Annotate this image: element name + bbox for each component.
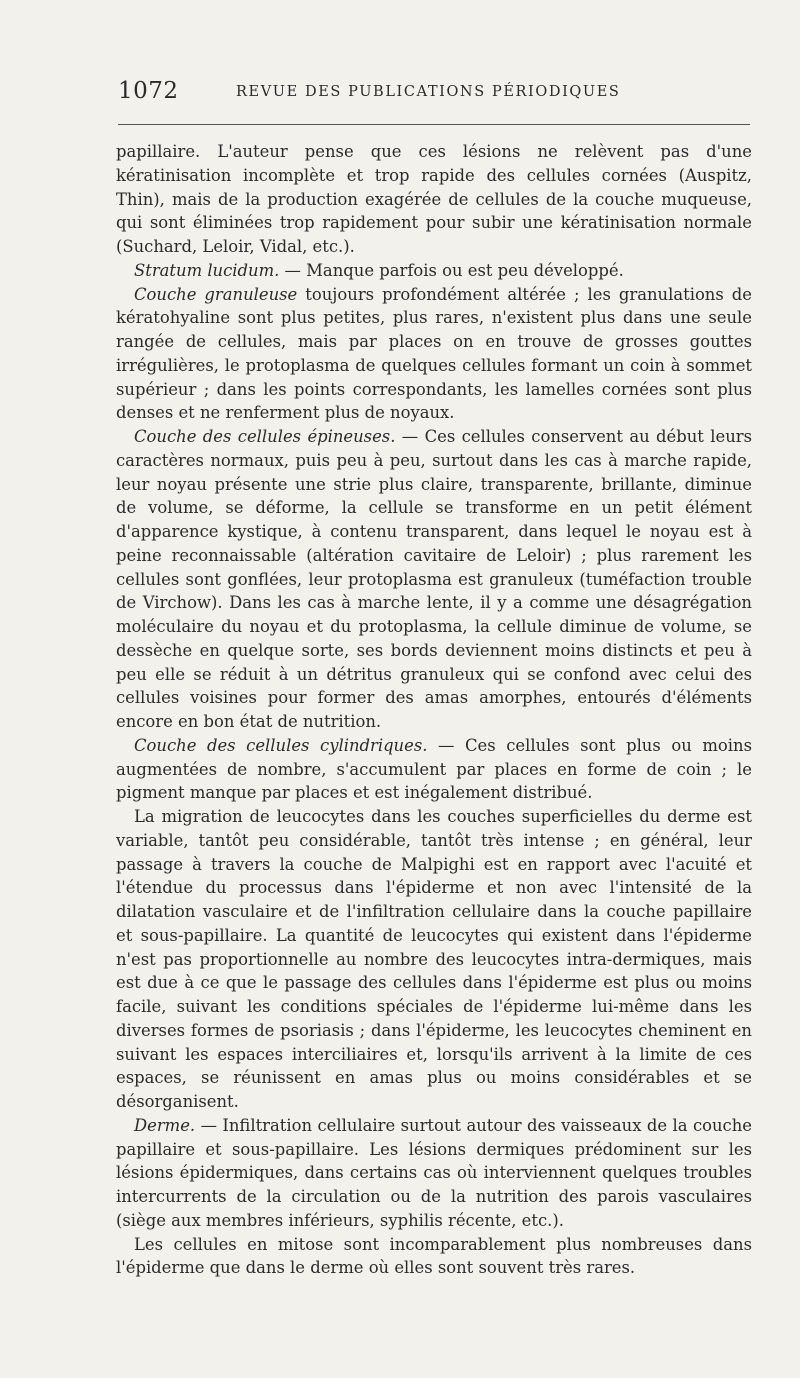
paragraph <box>116 140 752 259</box>
section-lead: Couche des cellules cylindriques. <box>134 735 428 755</box>
paragraph-derme <box>116 1114 752 1233</box>
paragraph-text: — Ces cellules conservent au début leurs caractères normaux, puis peu à peu, surtout dans les cas à marche rapide, leur noyau présente une strie plus claire, transparente, brillante, diminue de volume, se déforme, la cellule se transforme en un petit élément d'apparence kystique, à contenu transparent, dans lequel le noyau est à peine reconnaissable (altération cavitaire de Leloir) ; plus rarement les cellules sont gonflées, leur protoplasma est granuleux (tuméfaction trouble de Virchow). Dans les cas à marche lente, il y a comme une désagrégation moléculaire du noyau et du protoplasma, la cellule diminue de volume, se dessèche en quelque sorte, ses bords deviennent moins distincts et peu à peu elle se réduit à un détritus granuleux qui se confond avec celui des cellules voisines pour former des amas amorphes, entourés d'éléments encore en bon état de nutrition. <box>116 427 752 731</box>
paragraph-cellules-cylindriques <box>116 734 752 805</box>
paragraph-couche-granuleuse <box>116 283 752 426</box>
paragraph-text: La migration de leucocytes dans les couches superficielles du derme est variable, tantôt peu considérable, tantôt très intense ; en général, leur passage à travers la couche de Malpighi est en rapport avec l'acuité et l'étendue du processus dans l'épiderme et non avec l'intensité de la dilatation vasculaire et de l'infiltration cellulaire dans la couche papillaire et sous-papillaire. La quantité de leucocytes qui existent dans l'épiderme n'est pas proportionnelle au nombre des leucocytes intra-dermiques, mais est due à ce que le passage des cellules dans l'épiderme est plus ou moins facile, suivant les conditions spéciales de l'épiderme lui-même dans les diverses formes de psoriasis ; dans l'épiderme, les leucocytes cheminent en suivant les espaces interciliaires et, lorsqu'ils arrivent à la limite de ces espaces, se réunissent en amas plus ou moins considérables et se désorganisent. <box>116 807 752 1111</box>
section-lead: Couche granuleuse <box>134 284 298 304</box>
section-lead: Couche des cellules épineuses. <box>134 427 396 446</box>
paragraph-text: toujours profondément altérée ; les granulations de kératohyaline sont plus petites, plus rares, n'existent plus dans une seule rangée de cellules, mais par places on en trouve de grosses gouttes irrégulières, le protoplasma de quelques cellules formant un coin à sommet supérieur ; dans les points correspondants, les lamelles cornées sont plus denses et ne renferment plus de noyaux. <box>116 284 752 423</box>
body-text <box>116 140 752 1280</box>
paragraph-text: — Manque parfois ou est peu développé. <box>279 260 624 280</box>
paragraph-text: — Ces cellules sont plus ou moins augmentées de nombre, s'accumulent par places en forme de coin ; le pigment manque par places et est inégalement distribué. <box>116 735 752 803</box>
paragraph-leucocytes <box>116 805 752 1114</box>
paragraph-cellules-epineuses <box>116 425 752 734</box>
section-lead: Derme. <box>134 1115 196 1135</box>
page-header <box>118 78 750 112</box>
paragraph-text: papillaire. L'auteur pense que ces lésions ne relèvent pas d'une kératinisation incomplète et trop rapide des cellules cornées (Auspitz, Thin), mais de la production exagérée de cellules de la couche muqueuse, qui sont éliminées trop rapidement pour subir une kératinisation normale (Suchard, Leloir, Vidal, etc.). <box>116 142 752 256</box>
section-lead: Stratum lucidum. <box>134 260 280 280</box>
running-title: REVUE DES PUBLICATIONS PÉRIODIQUES <box>236 84 621 100</box>
page-number: 1072 <box>118 78 179 104</box>
paragraph-text: Les cellules en mitose sont incomparablement plus nombreuses dans l'épiderme que dans le derme où elles sont souvent très rares. <box>116 1234 752 1278</box>
header-rule <box>118 124 750 125</box>
paragraph-stratum-lucidum <box>116 259 752 283</box>
paragraph-mitose <box>116 1233 752 1281</box>
paragraph-text: — Infiltration cellulaire surtout autour des vaisseaux de la couche papillaire et sous-papillaire. Les lésions dermiques prédominent sur les lésions épidermiques, dans certains cas où interviennent quelques troubles intercurrents de la circulation ou de la nutrition des parois vasculaires (siège aux membres inférieurs, syphilis récente, etc.). <box>116 1115 752 1230</box>
